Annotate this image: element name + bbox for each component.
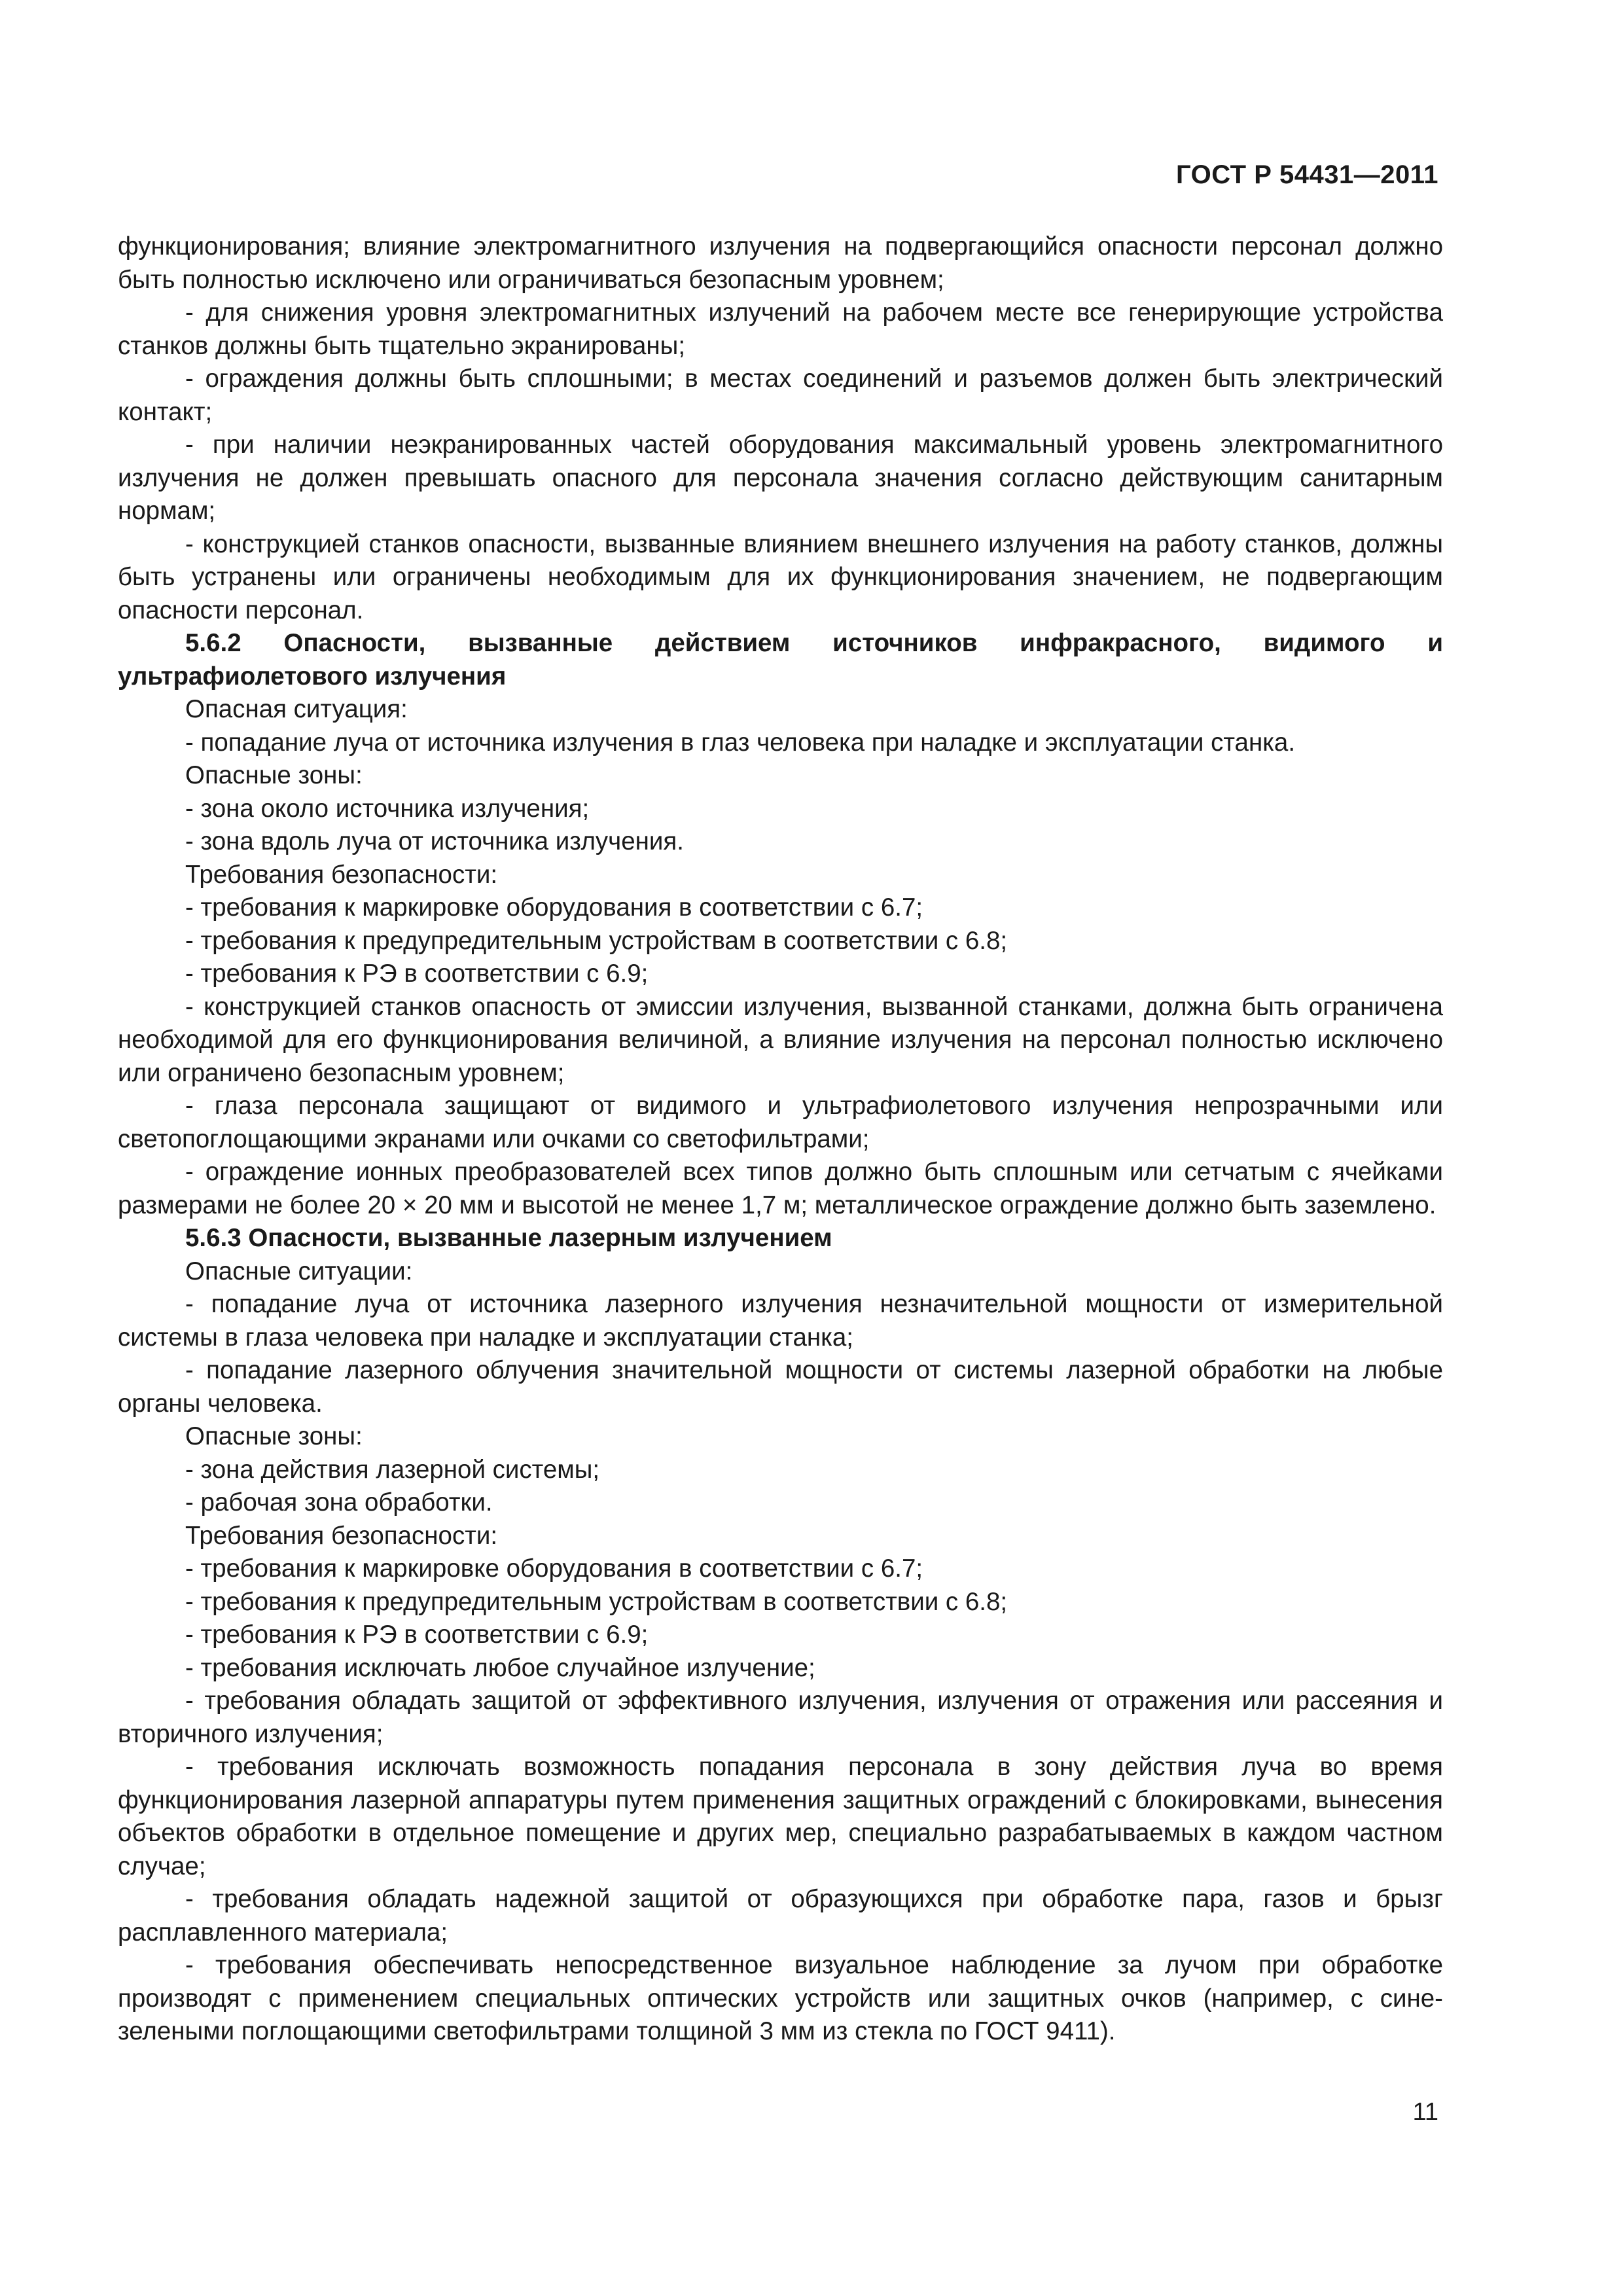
paragraph: - требования к РЭ в соответствии с 6.9; xyxy=(185,1621,649,1649)
document-code-header: ГОСТ Р 54431—2011 xyxy=(1176,160,1438,189)
paragraph: Опасные зоны: xyxy=(185,761,363,789)
paragraph: Требования безопасности: xyxy=(185,860,498,889)
paragraph: - требования к РЭ в соответствии с 6.9; xyxy=(185,960,649,988)
paragraph: - конструкцией станков опасность от эмиссии излучения, вызванной станками, должна быть ограничена необходимой для его функционирования величиной, а влияние излучения на персонал полностью исключено или ограничено безопасным уровнем; xyxy=(118,992,1443,1087)
paragraph: - попадание лазерного облучения значительной мощности от системы лазерной обработки на любые органы человека. xyxy=(118,1356,1443,1418)
paragraph: - требования исключать любое случайное излучение; xyxy=(185,1653,815,1682)
paragraph: - требования к предупредительным устройствам в соответствии с 6.8; xyxy=(185,926,1008,955)
paragraph: - ограждение ионных преобразователей всех типов должно быть сплошным или сетчатым с ячейками размерами не более 20 × 20 мм и высотой не менее 1,7 м; металлическое ограждение должно быть заземлено. xyxy=(118,1158,1443,1219)
paragraph: - для снижения уровня электромагнитных излучений на рабочем месте все генерирующие устройства станков должны быть тщательно экранированы; xyxy=(118,298,1443,360)
paragraph: Опасные зоны: xyxy=(185,1422,363,1450)
paragraph: - зона действия лазерной системы; xyxy=(185,1455,600,1484)
paragraph: - зона вдоль луча от источника излучения. xyxy=(185,827,684,855)
paragraph: Требования безопасности: xyxy=(185,1521,498,1550)
paragraph: - требования к предупредительным устройствам в соответствии с 6.8; xyxy=(185,1587,1008,1616)
paragraph: - рабочая зона обработки. xyxy=(185,1488,493,1516)
section-heading: 5.6.2 Опасности, вызванные действием источников инфракрасного, видимого и ультрафиолетового излучения xyxy=(118,629,1443,691)
paragraph: - при наличии неэкранированных частей оборудования максимальный уровень электромагнитного излучения не должен превышать опасного для персонала значения согласно действующим санитарным нормам; xyxy=(118,431,1443,525)
paragraph: Опасные ситуации: xyxy=(185,1257,413,1285)
document-body xyxy=(118,230,1443,2049)
paragraph: - требования исключать возможность попадания персонала в зону действия луча во время функционирования лазерной аппаратуры путем применения защитных ограждений с блокировками, вынесения объектов обработки в отдельное помещение и других мер, специально разрабатываемых в каждом частном случае; xyxy=(118,1753,1443,1880)
paragraph: - глаза персонала защищают от видимого и ультрафиолетового излучения непрозрачными или светопоглощающими экранами или очками со светофильтрами; xyxy=(118,1092,1443,1153)
paragraph: - конструкцией станков опасности, вызванные влиянием внешнего излучения на работу станков, должны быть устранены или ограничены необходимым для их функционирования значением, не подвергающим опасности персонал. xyxy=(118,529,1443,624)
paragraph: - требования к маркировке оборудования в соответствии с 6.7; xyxy=(185,1554,923,1583)
paragraph: - требования обеспечивать непосредственное визуальное наблюдение за лучом при обработке производят с применением специальных оптических устройств или защитных очков (например, с сине-зелеными поглощающими светофильтрами толщиной 3 мм из стекла по ГОСТ 9411). xyxy=(118,1951,1443,2045)
paragraph: Опасная ситуация: xyxy=(185,695,408,723)
section-heading: 5.6.3 Опасности, вызванные лазерным излучением xyxy=(185,1224,832,1252)
paragraph: - попадание луча от источника излучения в глаз человека при наладке и эксплуатации станка. xyxy=(185,728,1296,757)
page-number: 11 xyxy=(1412,2098,1438,2126)
paragraph: функционирования; влияние электромагнитного излучения на подвергающийся опасности персонал должно быть полностью исключено или ограничиваться безопасным уровнем; xyxy=(118,232,1443,294)
paragraph: - требования к маркировке оборудования в соответствии с 6.7; xyxy=(185,893,923,922)
paragraph: - требования обладать защитой от эффективного излучения, излучения от отражения или рассеяния и вторичного излучения; xyxy=(118,1687,1443,1748)
paragraph: - ограждения должны быть сплошными; в местах соединений и разъемов должен быть электрический контакт; xyxy=(118,365,1443,426)
paragraph: - попадание луча от источника лазерного излучения незначительной мощности от измерительной системы в глаза человека при наладке и эксплуатации станка; xyxy=(118,1290,1443,1352)
paragraph: - требования обладать надежной защитой от образующихся при обработке пара, газов и брызг расплавленного материала; xyxy=(118,1885,1443,1946)
paragraph: - зона около источника излучения; xyxy=(185,794,590,823)
